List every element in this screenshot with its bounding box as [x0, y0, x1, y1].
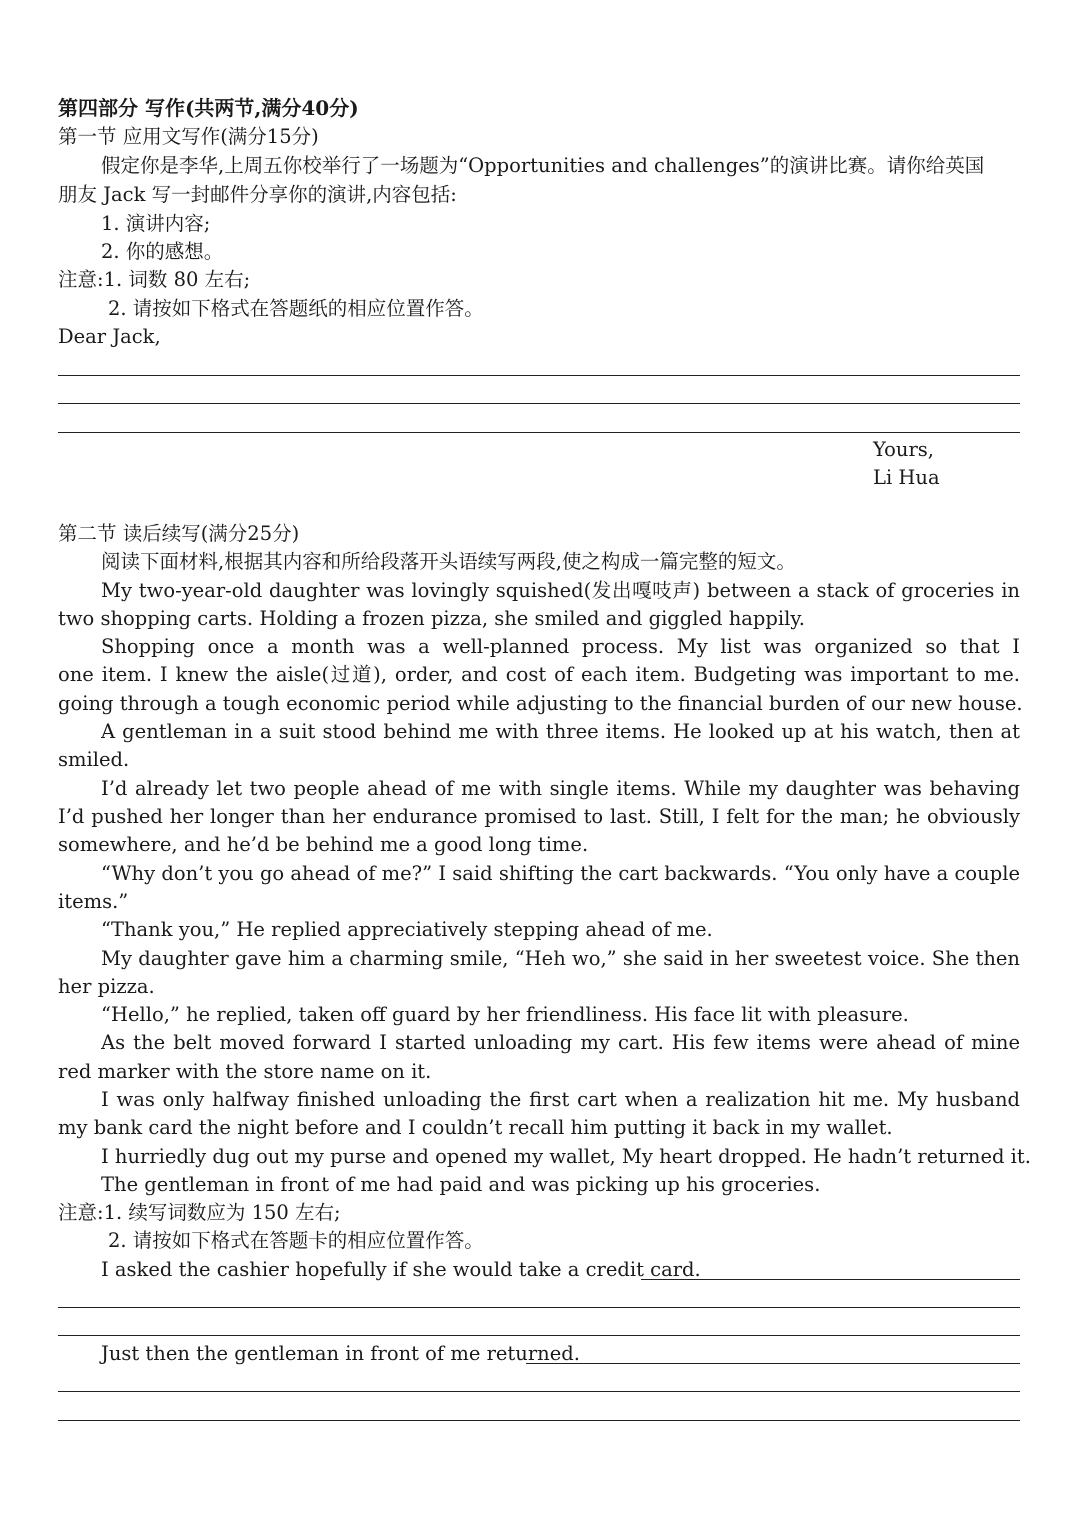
passage-line: “Why don’t you go ahead of me?” I said shifting the cart backwards. “You only have a couple: [101, 862, 1020, 885]
section1-point1: 1. 演讲内容;: [101, 212, 211, 235]
para2-start-text: Just then the gentleman in front of me returned.: [101, 1342, 580, 1365]
passage-line: My two-year-old daughter was lovingly squished(发出嘎吱声) between a stack of groceries in: [101, 579, 1020, 602]
section2-note1: 注意:1. 续写词数应为 150 左右;: [58, 1201, 341, 1224]
answer-line: [58, 1420, 1020, 1421]
section1-prompt-line1: 假定你是李华,上周五你校举行了一场题为“Opportunities and challenges”的演讲比赛。请你给英国: [101, 154, 985, 177]
section2-instruction: 阅读下面材料,根据其内容和所给段落开头语续写两段,使之构成一篇完整的短文。: [101, 550, 796, 573]
passage-line: As the belt moved forward I started unloading my cart. His few items were ahead of mine: [101, 1031, 1020, 1054]
section1-point2: 2. 你的感想。: [101, 240, 224, 263]
passage-line: I hurriedly dug out my purse and opened my wallet, My heart dropped. He hadn’t returned it.: [101, 1145, 1031, 1168]
section2-heading: 第二节 读后续写(满分25分): [58, 522, 300, 545]
section1-note2: 2. 请按如下格式在答题纸的相应位置作答。: [108, 297, 484, 320]
closing: Yours,: [873, 438, 935, 461]
passage-line: Shopping once a month was a well-planned process. My list was organized so that I: [101, 635, 1020, 658]
salutation: Dear Jack,: [58, 325, 161, 348]
answer-line: [58, 1335, 1020, 1336]
passage-line: My daughter gave him a charming smile, “Heh wo,” she said in her sweetest voice. She then: [101, 947, 1020, 970]
passage-line: A gentleman in a suit stood behind me with three items. He looked up at his watch, then at: [101, 720, 1020, 743]
passage-line: “Hello,” he replied, taken off guard by her friendliness. His face lit with pleasure.: [101, 1003, 909, 1026]
section1-note1: 注意:1. 词数 80 左右;: [58, 268, 251, 291]
passage-line: one item. I knew the aisle(过道), order, and cost of each item. Budgeting was important to me.: [58, 663, 1020, 686]
answer-line: [58, 432, 1020, 433]
answer-line: [526, 1363, 1020, 1364]
part4-heading: 第四部分 写作(共两节,满分40分): [58, 96, 359, 120]
answer-line: [641, 1279, 1020, 1280]
para1-start-text: I asked the cashier hopefully if she would take a credit card.: [101, 1258, 701, 1281]
passage-line: “Thank you,” He replied appreciatively stepping ahead of me.: [101, 918, 713, 941]
passage-line: her pizza.: [58, 975, 155, 998]
signature: Li Hua: [873, 466, 940, 489]
section2-note2: 2. 请按如下格式在答题卡的相应位置作答。: [108, 1229, 484, 1252]
passage-line: going through a tough economic period while adjusting to the financial burden of our new house.: [58, 692, 1023, 715]
passage-line: I’d already let two people ahead of me with single items. While my daughter was behaving: [101, 777, 1020, 800]
passage-line: I was only halfway finished unloading the first cart when a realization hit me. My husband: [101, 1088, 1020, 1111]
answer-line: [58, 1307, 1020, 1308]
passage-line: red marker with the store name on it.: [58, 1060, 432, 1083]
answer-line: [58, 1391, 1020, 1392]
section1-heading: 第一节 应用文写作(满分15分): [58, 125, 319, 148]
answer-line: [58, 403, 1020, 404]
passage-line: The gentleman in front of me had paid and was picking up his groceries.: [101, 1173, 821, 1196]
answer-line: [58, 375, 1020, 376]
passage-line: smiled.: [58, 748, 130, 771]
passage-line: two shopping carts. Holding a frozen pizza, she smiled and giggled happily.: [58, 607, 805, 630]
section1-prompt-line2: 朋友 Jack 写一封邮件分享你的演讲,内容包括:: [58, 183, 457, 206]
passage-line: my bank card the night before and I couldn’t recall him putting it back in my wallet.: [58, 1116, 893, 1139]
passage-line: somewhere, and he’d be behind me a good long time.: [58, 833, 589, 856]
passage-line: I’d pushed her longer than her endurance promised to last. Still, I felt for the man; he obviously: [58, 805, 1020, 828]
passage-line: items.”: [58, 890, 129, 913]
